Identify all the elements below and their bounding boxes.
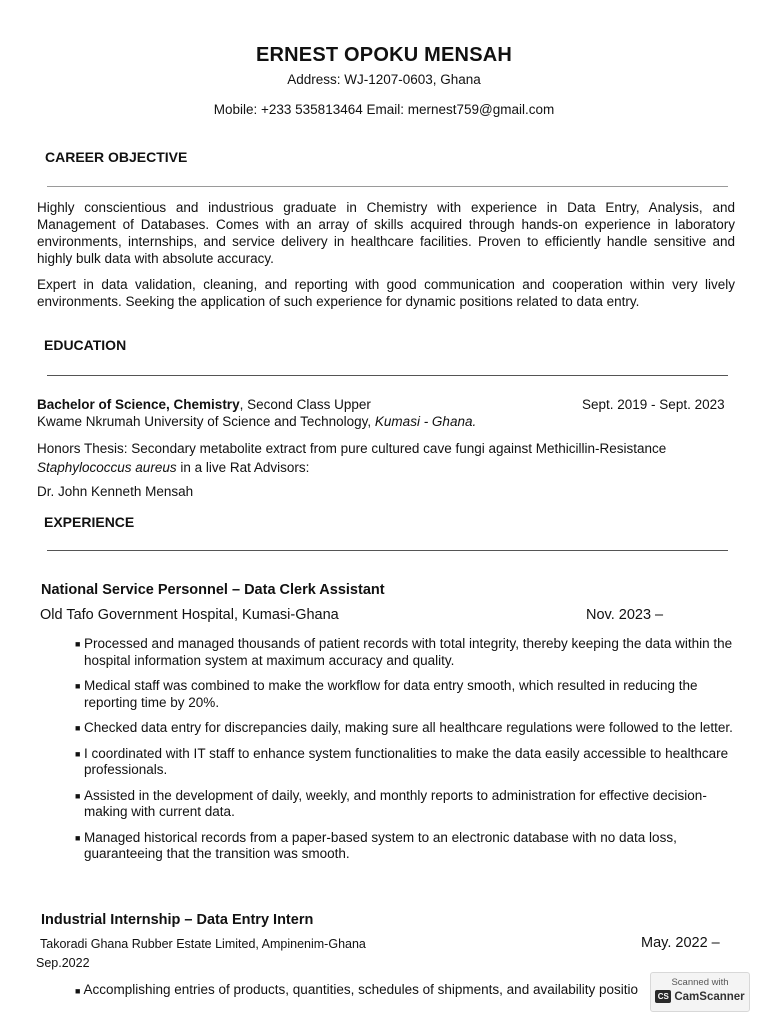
education-heading: EDUCATION <box>44 337 127 353</box>
list-item: ■ Assisted in the development of daily, weekly, and monthly reports to administration for effective decision-making with current data. <box>75 787 707 819</box>
advisor-name: Dr. John Kenneth Mensah <box>37 484 194 499</box>
experience-heading: EXPERIENCE <box>44 514 135 530</box>
university-name: Kwame Nkrumah University of Science and Technology, <box>37 414 375 429</box>
list-item: ■ I coordinated with IT staff to enhance system functionalities to make the data easily accessible to healthcare professionals. <box>75 745 729 777</box>
camscanner-watermark <box>650 972 750 1012</box>
watermark-brand-row <box>651 990 749 1003</box>
thesis-line-2 <box>37 460 309 475</box>
job-org-1: Old Tafo Government Hospital, Kumasi-Ghana <box>40 607 339 623</box>
bullet-icon: ■ <box>75 748 81 759</box>
camscanner-logo-icon: CS <box>655 990 671 1003</box>
objective-paragraph-2: Expert in data validation, cleaning, and reporting with good communication and cooperation within very lively environments. Seeking the application of such experience for dynamic positions related to data entry. <box>37 277 735 309</box>
bullet-icon: ■ <box>75 723 81 733</box>
section-divider <box>47 186 728 187</box>
university-line <box>37 414 476 429</box>
objective-paragraph-1: Highly conscientious and industrious graduate in Chemistry with experience in Data Entry, Analysis, and Management of Databases. Comes with an array of skills acquired through hands-on experience in laboratory environments, internships, and service delivery in healthcare facilities. Proven to efficiently handle sensitive and highly bulk data with absolute accuracy. <box>37 200 735 266</box>
list-item: ■ Accomplishing entries of products, quantities, schedules of shipments, and availability positio <box>75 982 639 997</box>
address-line: Address: WJ-1207-0603, Ghana <box>287 72 481 87</box>
degree-line <box>37 397 371 412</box>
thesis-line-1: Honors Thesis: Secondary metabolite extract from pure cultured cave fungi against Methicillin-Resistance <box>37 441 667 456</box>
watermark-caption: Scanned with <box>671 977 729 988</box>
bullet-icon: ■ <box>75 832 81 843</box>
university-location: Kumasi - Ghana. <box>374 414 477 429</box>
bullet-icon: ■ <box>75 681 81 691</box>
thesis-advisors-label: in a live Rat Advisors: <box>176 460 310 475</box>
job-title-2: Industrial Internship – Data Entry Intern <box>41 912 314 928</box>
list-item: ■ Medical staff was combined to make the workflow for data entry smooth, which resulted in reducing the reporting time by 20%. <box>75 678 698 710</box>
bullet-icon: ■ <box>75 790 81 801</box>
degree-name: Bachelor of Science, Chemistry <box>37 397 240 412</box>
list-item: ■ Managed historical records from a paper-based system to an electronic database with no data loss, guaranteeing that the transition was smooth. <box>75 829 677 861</box>
job-org-2: Takoradi Ghana Rubber Estate Limited, Ampinenim-Ghana <box>40 937 366 951</box>
job-1-bullets <box>75 636 735 872</box>
degree-class: , Second Class Upper <box>239 397 371 412</box>
section-divider <box>47 375 728 376</box>
job-dates-2: May. 2022 – <box>641 935 720 951</box>
section-divider <box>47 550 728 551</box>
job-title-1: National Service Personnel – Data Clerk Assistant <box>41 582 385 598</box>
bullet-icon: ■ <box>75 639 81 649</box>
job-dates-2-end: Sep.2022 <box>36 956 90 970</box>
job-dates-1: Nov. 2023 – <box>586 607 664 623</box>
candidate-name: ERNEST OPOKU MENSAH <box>255 44 513 66</box>
contact-line: Mobile: +233 535813464 Email: mernest759@gmail.com <box>213 102 555 117</box>
list-item: ■ Checked data entry for discrepancies daily, making sure all healthcare regulations were followed to the letter. <box>75 720 733 735</box>
education-dates: Sept. 2019 - Sept. 2023 <box>582 397 725 412</box>
list-item: ■ Processed and managed thousands of patient records with total integrity, thereby keeping the data within the hospital information system at maximum accuracy and quality. <box>75 636 733 668</box>
career-objective-heading: CAREER OBJECTIVE <box>45 149 188 165</box>
thesis-species: Staphylococcus aureus <box>37 460 177 475</box>
bullet-icon: ■ <box>75 986 81 996</box>
watermark-brand: CamScanner <box>674 990 745 1003</box>
